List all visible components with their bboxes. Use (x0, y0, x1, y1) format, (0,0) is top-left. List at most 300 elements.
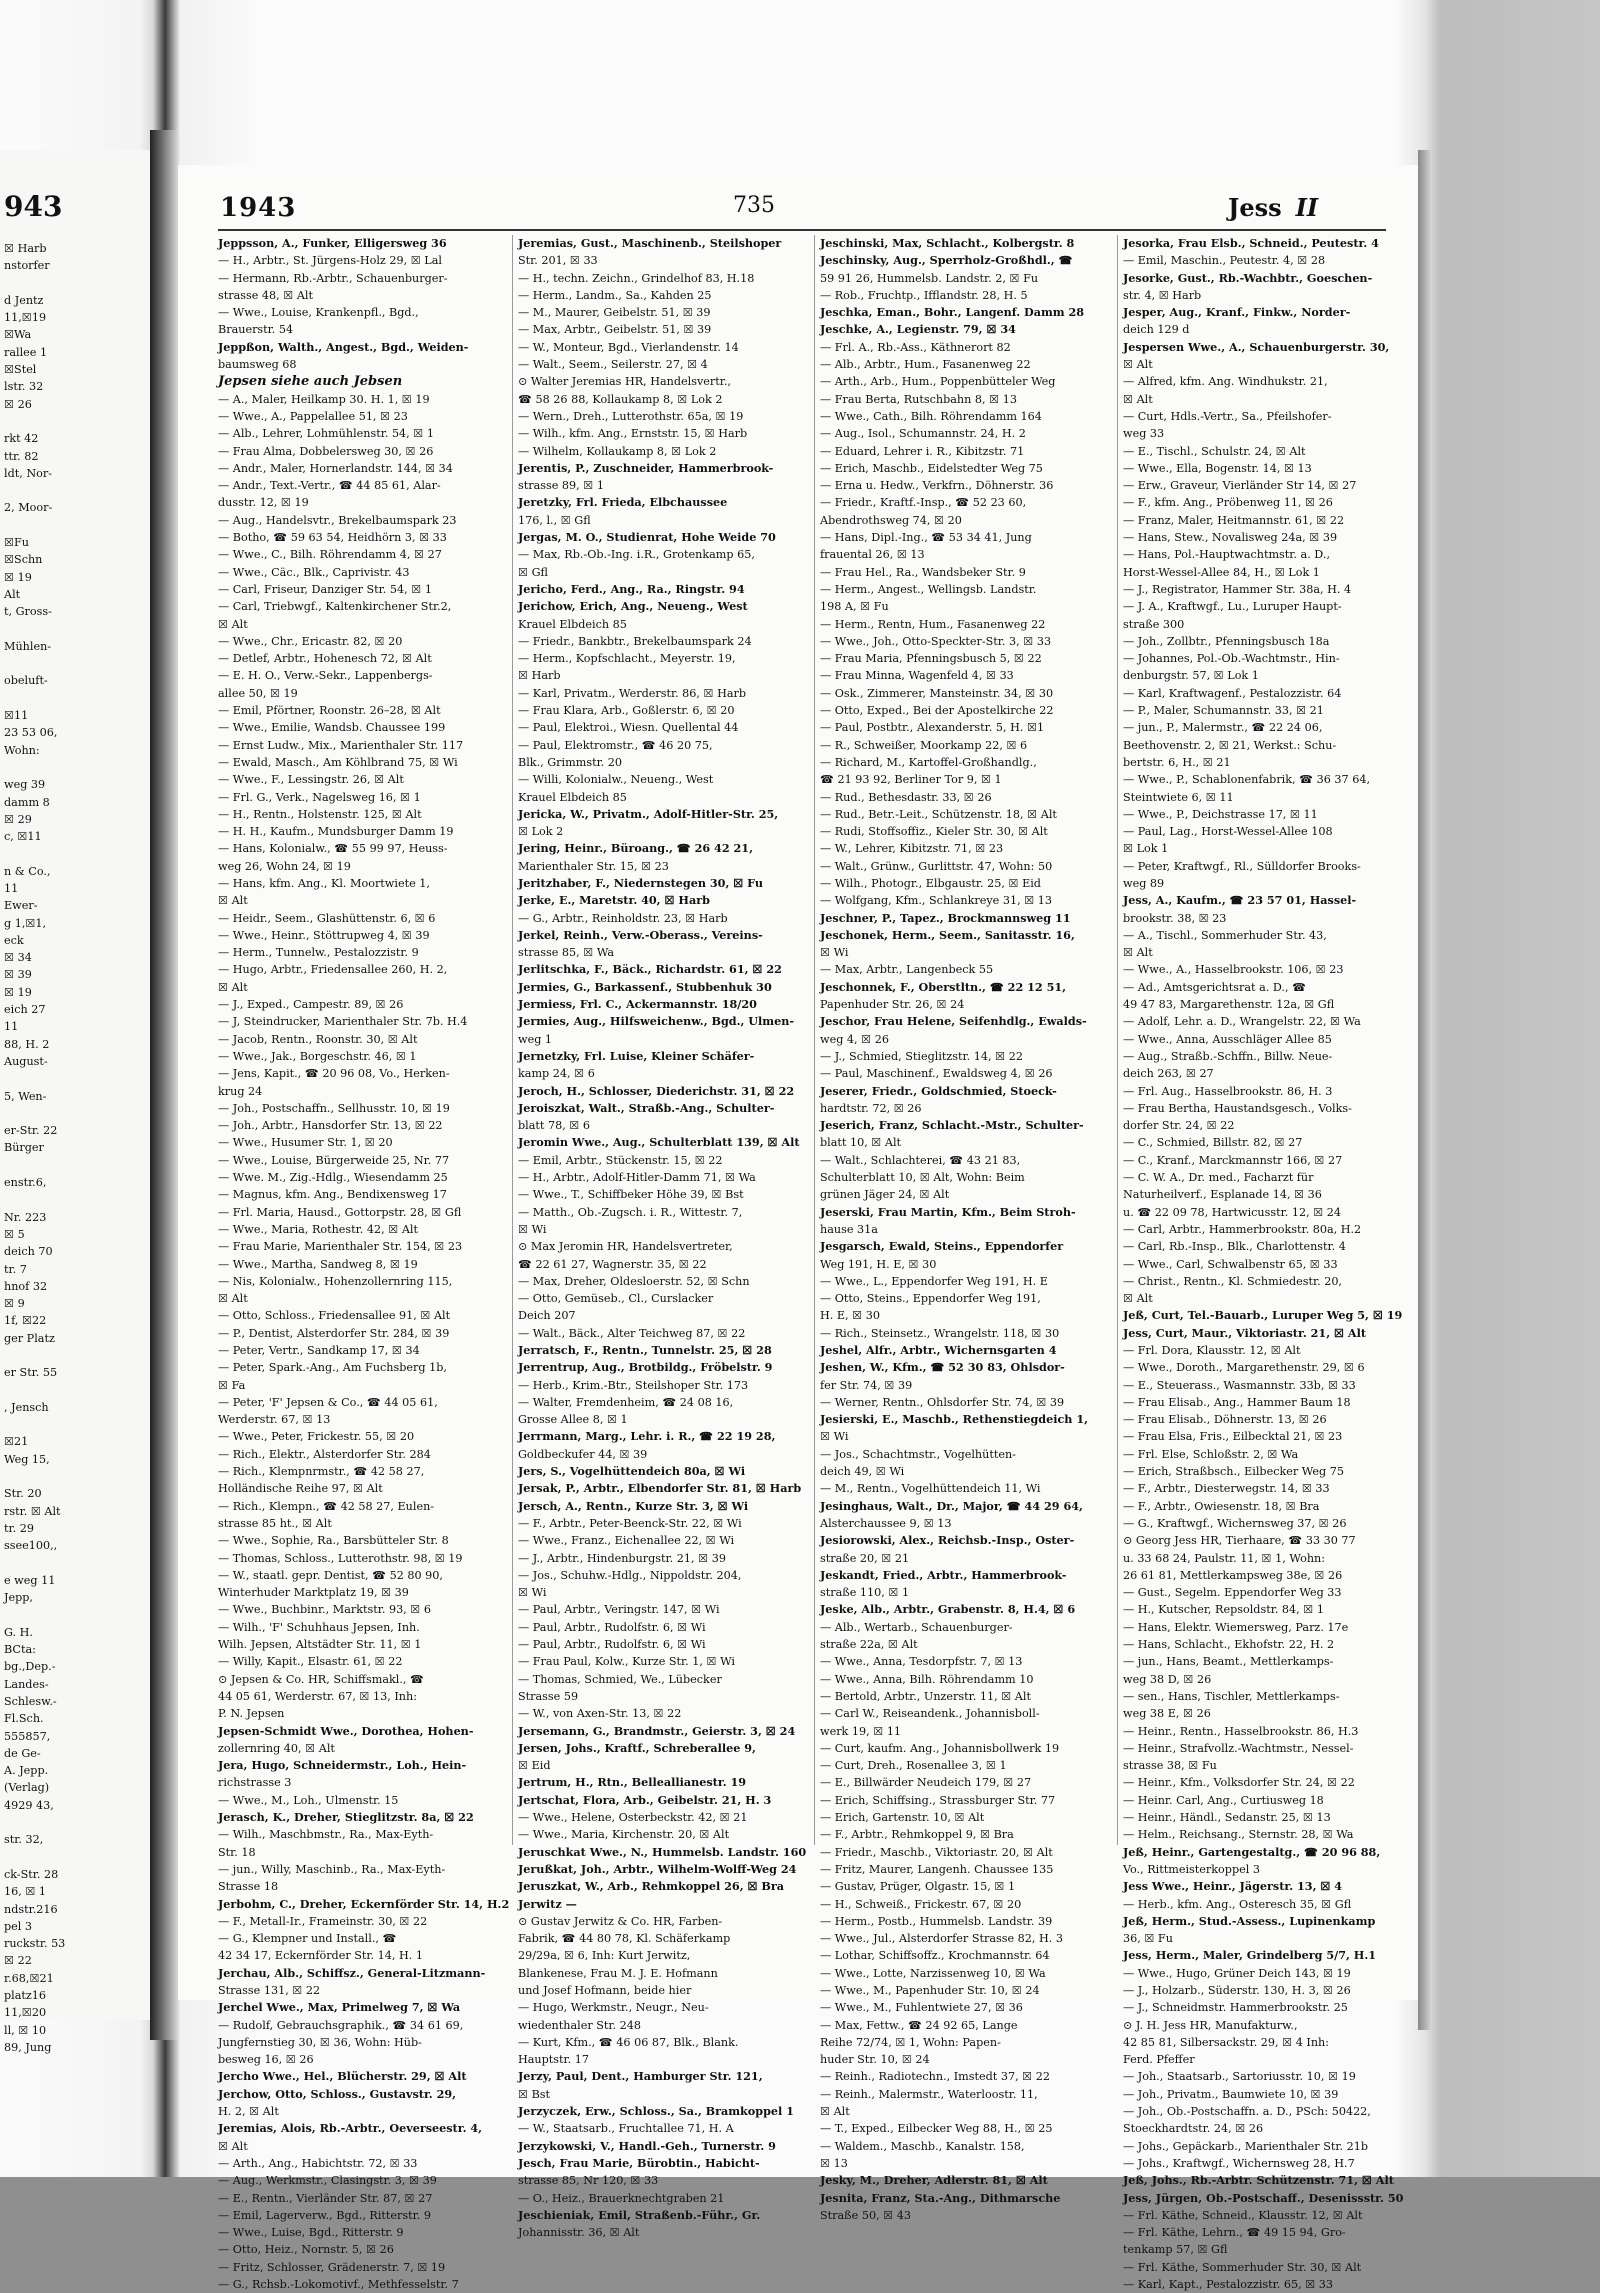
directory-entry: — Thomas, Schmied, We., Lübecker (518, 1672, 722, 1686)
directory-entry: — Magnus, kfm. Ang., Bendixensweg 17 (218, 1188, 447, 1202)
directory-entry: — Paul, Postbtr., Alexanderstr. 5, H. ☒1 (820, 721, 1045, 735)
directory-entry: — Heinr., Rentn., Hasselbrookstr. 86, H.3 (1123, 1724, 1359, 1738)
directory-entry: Jerchow, Otto, Schloss., Gustavstr. 29, (218, 2086, 457, 2101)
directory-entry: strasse 38, ☒ Fu (1123, 1759, 1217, 1773)
directory-entry: — H., Arbtr., Adolf-Hitler-Damm 71, ☒ Wa (518, 1171, 756, 1185)
directory-entry: — jun., Willy, Maschinb., Ra., Max-Eyth- (218, 1862, 446, 1876)
directory-entry: Jesierski, E., Maschb., Rethenstiegdeich 1, (820, 1412, 1088, 1427)
directory-entry: ⊙ Max Jeromin HR, Handelsvertreter, (518, 1240, 733, 1254)
directory-entry: Jernetzky, Frl. Luise, Kleiner Schäfer- (518, 1048, 755, 1063)
directory-entry: ☒ Alt (218, 2139, 248, 2153)
directory-entry: — Gust., Segelm. Eppendorfer Weg 33 (1123, 1586, 1342, 1600)
directory-entry: — Rich., Klempnrmstr., ☎ 42 58 27, (218, 1465, 425, 1479)
left-page-line: ssee100,, (4, 1539, 58, 1553)
directory-entry: ☒ Lok 1 (1123, 842, 1169, 856)
directory-entry: ☒ Alt (218, 894, 248, 908)
directory-entry: — Karl, Kapt., Pestalozzistr. 65, ☒ 33 (1123, 2278, 1334, 2292)
directory-entry: Jeschieniak, Emil, Straßenb.-Führ., Gr. (518, 2207, 761, 2222)
directory-entry: ⊙ Jepsen & Co. HR, Schiffsmakl., ☎ (218, 1672, 424, 1686)
directory-entry: Jess, Curt, Maur., Viktoriastr. 21, ☒ Alt (1123, 1325, 1367, 1340)
directory-entry: — Erich, Straßbsch., Eilbecker Weg 75 (1123, 1465, 1344, 1479)
directory-entry: werk 19, ☒ 11 (820, 1724, 902, 1738)
directory-entry: — C., Schmied, Billstr. 82, ☒ 27 (1123, 1136, 1303, 1150)
directory-entry: H. E, ☒ 30 (820, 1309, 880, 1323)
directory-entry: — M., Maurer, Geibelstr. 51, ☒ 39 (518, 306, 711, 320)
directory-entry: — Heinr., Strafvollz.-Wachtmstr., Nessel- (1123, 1741, 1354, 1755)
directory-entry: Jesinghaus, Walt., Dr., Major, ☎ 44 29 64, (820, 1498, 1083, 1513)
column-divider (512, 235, 513, 1845)
directory-entry: — J., Arbtr., Hindenburgstr. 21, ☒ 39 (518, 1551, 726, 1565)
left-page-line: 88, H. 2 (4, 1037, 50, 1051)
directory-entry: Jeschonnek, F., Oberstltn., ☎ 22 12 51, (820, 979, 1067, 994)
directory-entry: — Curt, kaufm. Ang., Johannisbollwerk 19 (820, 1741, 1060, 1755)
directory-entry: — Hans, Pol.-Hauptwachtmstr. a. D., (1123, 548, 1330, 562)
directory-entry: — Karl, Privatm., Werderstr. 86, ☒ Harb (518, 686, 747, 700)
directory-entry: Jess Wwe., Heinr., Jägerstr. 13, ☒ 4 (1123, 1879, 1343, 1894)
directory-entry: — Lothar, Schiffsoffz., Krochmannstr. 64 (820, 1949, 1050, 1963)
directory-entry: Vo., Rittmeisterkoppel 3 (1123, 1862, 1260, 1876)
left-page-line: deich 70 (4, 1245, 53, 1259)
directory-entry: Schulterblatt 10, ☒ Alt, Wohn: Beim (820, 1171, 1025, 1185)
directory-entry: — Erich, Gartenstr. 10, ☒ Alt (820, 1811, 985, 1825)
directory-entry: — A., Maler, Heilkamp 30. H. 1, ☒ 19 (218, 392, 430, 406)
directory-entry: — Wwe., Louise, Bürgerweide 25, Nr. 77 (218, 1153, 450, 1167)
directory-entry: — Richard, M., Kartoffel-Großhandlg., (820, 755, 1037, 769)
directory-entry: — Helm., Reichsang., Sternstr. 28, ☒ Wa (1123, 1828, 1354, 1842)
directory-entry: Jesch, Frau Marie, Bürobtin., Habicht- (518, 2155, 760, 2170)
directory-entry: — Frl. Else, Schloßstr. 2, ☒ Wa (1123, 1447, 1299, 1461)
directory-entry: — Jens, Kapit., ☎ 20 96 08, Vo., Herken- (218, 1067, 450, 1081)
directory-entry: — Frl. G., Verk., Nagelsweg 16, ☒ 1 (218, 790, 421, 804)
directory-entry: — jun., Hans, Beamt., Mettlerkamps- (1123, 1655, 1334, 1669)
directory-entry: Jerrentrup, Aug., Brotbildg., Fröbelstr. 9 (518, 1360, 773, 1375)
left-page-line: ☒ 26 (4, 397, 32, 411)
directory-entry: ☒ Wi (820, 946, 849, 960)
directory-entry: — Wwe., P., Schablonenfabrik, ☎ 36 37 64, (1123, 773, 1371, 787)
directory-entry: — Wwe., Martha, Sandweg 8, ☒ 19 (218, 1257, 418, 1271)
directory-entry: — Frau Alma, Dobbelersweg 30, ☒ 26 (218, 444, 434, 458)
directory-entry: — Carl, Rb.-Insp., Blk., Charlottenstr. 4 (1123, 1240, 1346, 1254)
left-page-line: ldt, Nor- (4, 466, 53, 480)
directory-entry: Jeß, Heinr., Gartengestaltg., ☎ 20 96 88, (1123, 1844, 1381, 1859)
directory-entry: ☒ Alt (1123, 392, 1153, 406)
directory-entry: — Frau Berta, Rutschbahn 8, ☒ 13 (820, 392, 1017, 406)
directory-page (178, 165, 1418, 2292)
directory-entry: Jesiorowski, Alex., Reichsb.-Insp., Oster- (820, 1533, 1075, 1548)
directory-entry: — Walt., Seem., Seilerstr. 27, ☒ 4 (518, 358, 708, 372)
directory-entry: — W., Staatsarb., Fruchtallee 71, H. A (518, 2122, 734, 2136)
directory-entry: Jerke, E., Maretstr. 40, ☒ Harb (518, 893, 710, 908)
directory-entry: — Walt., Grünw., Gurlittstr. 47, Wohn: 50 (820, 859, 1053, 873)
directory-entry: — Otto, Exped., Bei der Apostelkirche 22 (820, 704, 1054, 718)
directory-entry: Jeschke, A., Legienstr. 79, ☒ 34 (820, 322, 1016, 337)
directory-entry: — Rob., Fruchtp., Ifflandstr. 28, H. 5 (820, 288, 1028, 302)
directory-entry: — Hans, Stew., Novalisweg 24a, ☒ 39 (1123, 531, 1338, 545)
directory-entry: — Alb., Arbtr., Hum., Fasanenweg 22 (820, 358, 1031, 372)
directory-entry: — O., Heiz., Brauerknechtgraben 21 (518, 2191, 725, 2205)
directory-entry: — Joh., Arbtr., Hansdorfer Str. 13, ☒ 22 (218, 1119, 443, 1133)
left-page-line: Alt (4, 587, 21, 601)
directory-entry: 42 85 81, Silbersackstr. 29, ☒ 4 Inh: (1123, 2035, 1330, 2049)
directory-entry: 44 05 61, Werderstr. 67, ☒ 13, Inh: (218, 1689, 417, 1703)
left-page-line (4, 845, 65, 862)
left-page-line: Nr. 223 (4, 1210, 47, 1224)
directory-entry: — Wern., Dreh., Lutterothstr. 65a, ☒ 19 (518, 409, 744, 423)
directory-entry: deich 49, ☒ Wi (820, 1465, 905, 1479)
directory-entry: — Alb., Lehrer, Lohmühlenstr. 54, ☒ 1 (218, 427, 434, 441)
directory-entry: Jergas, M. O., Studienrat, Hohe Weide 70 (518, 530, 776, 545)
directory-entry: — Willi, Kolonialw., Neueng., West (518, 773, 714, 787)
directory-entry: — Peter, Kraftwgf., Rl., Sülldorfer Brooks- (1123, 859, 1361, 873)
directory-entry: — Paul, Maschinenf., Ewaldsweg 4, ☒ 26 (820, 1067, 1053, 1081)
left-page-line: Jepp, (4, 1591, 33, 1605)
directory-entry: ☒ Wi (820, 1430, 849, 1444)
directory-entry: — J., Exped., Campestr. 89, ☒ 26 (218, 998, 404, 1012)
left-page-line: ☒ 19 (4, 985, 32, 999)
left-page-line (4, 1191, 65, 1208)
left-page-line (4, 1347, 65, 1364)
directory-entry: straße 300 (1123, 617, 1185, 631)
directory-entry: — Nis, Kolonialw., Hohenzollernring 115, (218, 1274, 453, 1288)
directory-entry: Ferd. Pfeffer (1123, 2053, 1195, 2067)
left-page-line: 23 53 06, (4, 726, 58, 740)
directory-entry: — Emil, Lagerverw., Bgd., Ritterstr. 9 (218, 2208, 431, 2222)
left-page-line (4, 759, 65, 776)
directory-entry: ☒ Alt (1123, 1292, 1153, 1306)
directory-entry: — G., Arbtr., Reinholdstr. 23, ☒ Harb (518, 911, 728, 925)
left-page-line: c, ☒11 (4, 830, 42, 844)
directory-entry: Jepsen-Schmidt Wwe., Dorothea, Hohen- (218, 1723, 474, 1738)
directory-entry: — Wwe., M., Fuhlentwiete 27, ☒ 36 (820, 2001, 1023, 2015)
directory-entry: Krauel Elbdeich 85 (518, 617, 627, 631)
left-page-line: rkt 42 (4, 432, 39, 446)
directory-entry: — Wilh., Maschbmstr., Ra., Max-Eyth- (218, 1828, 434, 1842)
directory-entry: Jeß, Johs., Rb.-Arbtr. Schützenstr. 71, ☒ Alt (1123, 2173, 1394, 2188)
directory-entry: — E., Rentn., Vierländer Str. 87, ☒ 27 (218, 2191, 433, 2205)
directory-entry: — jun., P., Malermstr., ☎ 22 24 06, (1123, 721, 1323, 735)
directory-entry: — Wwe., Cath., Bilh. Röhrendamm 164 (820, 409, 1042, 423)
directory-entry: — Wwe. M., Zig.-Hdlg., Wiesendamm 25 (218, 1171, 448, 1185)
directory-entry: — Wwe., Chr., Ericastr. 82, ☒ 20 (218, 634, 403, 648)
directory-entry: — J., Holzarb., Süderstr. 130, H. 3, ☒ 26 (1123, 1983, 1351, 1997)
directory-entry: — Waldem., Maschb., Kanalstr. 158, (820, 2139, 1025, 2153)
directory-entry: — Friedr., Maschb., Viktoriastr. 20, ☒ Alt (820, 1845, 1053, 1859)
left-page-line: 5, Wen- (4, 1089, 47, 1103)
left-page-line: BCta: (4, 1643, 36, 1657)
directory-entry: — Herm., Postb., Hummelsb. Landstr. 39 (820, 1914, 1053, 1928)
left-page-line: 11,☒19 (4, 311, 47, 325)
directory-entry: — Johs., Kraftwgf., Wichernsweg 28, H.7 (1123, 2156, 1355, 2170)
directory-entry: Jericka, W., Privatm., Adolf-Hitler-Str. 25, (518, 806, 779, 821)
directory-entry: — Erich, Maschb., Eidelstedter Weg 75 (820, 461, 1043, 475)
directory-entry: tenkamp 57, ☒ Gfl (1123, 2243, 1228, 2257)
left-page-line: Wohn: (4, 743, 40, 757)
directory-entry: — Joh., Ob.-Postschaffn. a. D., PSch: 50422, (1123, 2105, 1371, 2119)
left-page-line: lstr. 32 (4, 380, 44, 394)
directory-entry: — Wwe., Maria, Rothestr. 42, ☒ Alt (218, 1222, 418, 1236)
left-page-line: Schlesw.- (4, 1694, 57, 1708)
directory-entry: — G., Rchsb.-Lokomotivf., Methfesselstr. 7 (218, 2278, 459, 2292)
directory-entry: — Willy, Kapit., Elsastr. 61, ☒ 22 (218, 1655, 403, 1669)
directory-entry: — Curt, Hdls.-Vertr., Sa., Pfeilshofer- (1123, 409, 1332, 423)
directory-entry: denburgstr. 57, ☒ Lok 1 (1123, 669, 1259, 683)
left-page-line: ☒ 9 (4, 1297, 25, 1311)
left-page-fragment (0, 150, 151, 2054)
directory-entry: Jess, Herm., Maler, Grindelberg 5/7, H.1 (1123, 1948, 1377, 1963)
directory-entry: — Joh., Staatsarb., Sartoriusstr. 10, ☒ 19 (1123, 2070, 1356, 2084)
left-page-line: ck-Str. 28 (4, 1867, 59, 1881)
directory-entry: u. ☎ 22 09 78, Hartwicusstr. 12, ☒ 24 (1123, 1205, 1342, 1219)
directory-entry: — E., Billwärder Neudeich 179, ☒ 27 (820, 1776, 1032, 1790)
directory-entry: ☒ Alt (218, 980, 248, 994)
directory-entry: str. 4, ☒ Harb (1123, 288, 1202, 302)
directory-entry: Jeppsson, A., Funker, Elligersweg 36 (218, 236, 447, 250)
directory-entry: — Thomas, Schloss., Lutterothstr. 98, ☒ 19 (218, 1551, 463, 1565)
directory-entry: Blk., Grimmstr. 20 (518, 755, 623, 769)
directory-entry: Jesper, Aug., Kranf., Finkw., Norder- (1123, 305, 1351, 320)
directory-entry: — Bertold, Arbtr., Unzerstr. 11, ☒ Alt (820, 1689, 1031, 1703)
directory-entry: Jersemann, G., Brandmstr., Geierstr. 3, ☒ 24 (518, 1723, 796, 1738)
directory-entry: blatt 10, ☒ Alt (820, 1136, 902, 1150)
directory-entry: — Wwe., Louise, Krankenpfl., Bgd., (218, 306, 419, 320)
directory-entry: Jeremias, Alois, Rb.-Arbtr., Oeverseestr. 4, (218, 2121, 483, 2136)
directory-entry: deich 263, ☒ 27 (1123, 1067, 1214, 1081)
left-page-line: Str. 20 (4, 1487, 42, 1501)
directory-entry: — Curt, Dreh., Rosenallee 3, ☒ 1 (820, 1759, 1007, 1773)
directory-entry: Jepsen siehe auch Jebsen (218, 374, 403, 390)
directory-entry: — C., Kranf., Marckmannstr 166, ☒ 27 (1123, 1153, 1343, 1167)
directory-entry: — Fritz, Schlosser, Grädenerstr. 7, ☒ 19 (218, 2260, 446, 2274)
directory-entry: ☎ 22 61 27, Wagnerstr. 35, ☒ 22 (518, 1257, 707, 1271)
left-page-line: 555857, (4, 1729, 51, 1743)
directory-entry: — Frl. Aug., Hasselbrookstr. 86, H. 3 (1123, 1084, 1333, 1098)
directory-entry: — Wwe., Lotte, Narzissenweg 10, ☒ Wa (820, 1966, 1046, 1980)
left-page-line (4, 1416, 65, 1433)
directory-entry: — Herm., Rentn, Hum., Fasanenweg 22 (820, 617, 1046, 631)
directory-entry: — Wilh., 'F' Schuhhaus Jepsen, Inh. (218, 1620, 420, 1634)
directory-entry: ☎ 21 93 92, Berliner Tor 9, ☒ 1 (820, 773, 1002, 787)
directory-entry: Jermiess, Frl. C., Ackermannstr. 18/20 (518, 997, 757, 1012)
directory-entry: H. 2, ☒ Alt (218, 2105, 279, 2119)
directory-entry: Jerlitschka, F., Bäck., Richardstr. 61, ☒ 22 (518, 962, 782, 977)
directory-entry: — Wwe., M., Loh., Ulmenstr. 15 (218, 1793, 399, 1807)
directory-entry: — E., Tischl., Schulstr. 24, ☒ Alt (1123, 444, 1306, 458)
directory-entry: — Frau Maria, Pfenningsbusch 5, ☒ 22 (820, 652, 1042, 666)
directory-entry: — Rudolf, Gebrauchsgraphik., ☎ 34 61 69, (218, 2018, 464, 2032)
directory-entry: — Heidr., Seem., Glashüttenstr. 6, ☒ 6 (218, 911, 436, 925)
directory-entry: Hauptstr. 17 (518, 2053, 589, 2067)
directory-entry: Jericho, Ferd., Ang., Ra., Ringstr. 94 (518, 581, 745, 596)
left-page-line: enstr.6, (4, 1176, 47, 1190)
directory-entry: Jesorke, Gust., Rb.-Wachbtr., Goeschen- (1123, 270, 1373, 285)
left-page-line: A. Jepp. (4, 1764, 49, 1778)
header-rule (218, 229, 1386, 231)
directory-entry: — Wwe., M., Papenhuder Str. 10, ☒ 24 (820, 1983, 1040, 1997)
directory-entry: — Friedr., Bankbtr., Brekelbaumspark 24 (518, 634, 752, 648)
directory-entry: Jerchel Wwe., Max, Primelweg 7, ☒ Wa (218, 2000, 461, 2015)
directory-entry: — Hans, Schlacht., Ekhofstr. 22, H. 2 (1123, 1638, 1335, 1652)
directory-entry: weg 38 E, ☒ 26 (1123, 1707, 1211, 1721)
directory-entry: — Hermann, Rb.-Arbtr., Schauenburger- (218, 271, 448, 285)
directory-entry: 59 91 26, Hummelsb. Landstr. 2, ☒ Fu (820, 271, 1039, 285)
directory-entry: — Kurt, Kfm., ☎ 46 06 87, Blk., Blank. (518, 2035, 739, 2049)
left-page-line (4, 1849, 65, 1866)
directory-entry: Jeroch, H., Schlosser, Diederichstr. 31, ☒ 22 (518, 1083, 795, 1098)
directory-entry: ☒ Alt (1123, 946, 1153, 960)
directory-entry: — J, Steindrucker, Marienthaler Str. 7b. H.4 (218, 1015, 468, 1029)
directory-entry: — Otto, Heiz., Nornstr. 5, ☒ 26 (218, 2243, 394, 2257)
directory-entry: ☒ 13 (820, 2156, 848, 2170)
directory-entry: — Johs., Gepäckarb., Marienthaler Str. 21b (1123, 2139, 1368, 2153)
left-page-line: g 1,☒1, (4, 916, 47, 930)
left-page-line: (Verlag) (4, 1781, 50, 1795)
left-page-line: ☒ 34 (4, 951, 32, 965)
directory-entry: — Hans, Elektr. Wiemersweg, Parz. 17e (1123, 1620, 1349, 1634)
directory-entry: — Werner, Rentn., Ohlsdorfer Str. 74, ☒ 39 (820, 1395, 1065, 1409)
directory-entry: — Matth., Ob.-Zugsch. i. R., Wittestr. 7, (518, 1205, 743, 1219)
left-page-text (4, 240, 65, 2056)
directory-entry: — Wwe., Maria, Kirchenstr. 20, ☒ Alt (518, 1828, 730, 1842)
directory-entry: P. N. Jepsen (218, 1707, 285, 1721)
directory-entry: Jertrum, H., Rtn., Belleallianestr. 19 (518, 1775, 747, 1790)
directory-entry: 29/29a, ☒ 6, Inh: Kurt Jerwitz, (518, 1949, 691, 1963)
left-page-line: 89, Jung (4, 2040, 52, 2054)
left-page-line: platz16 (4, 1988, 47, 2002)
directory-entry: Jermies, Aug., Hilfsweichenw., Bgd., Ulmen- (518, 1014, 795, 1029)
directory-entry: Jeske, Alb., Arbtr., Grabenstr. 8, H.4, ☒ 6 (820, 1602, 1076, 1617)
directory-entry: — Ewald, Masch., Am Köhlbrand 75, ☒ Wi (218, 755, 458, 769)
page-edge-shadow (1418, 150, 1430, 2030)
directory-entry: Jeshel, Alfr., Arbtr., Wichernsgarten 4 (820, 1343, 1057, 1357)
directory-entry: — Wwe., F., Lessingstr. 26, ☒ Alt (218, 773, 404, 787)
directory-entry: ☎ 58 26 88, Kollaukamp 8, ☒ Lok 2 (518, 392, 723, 406)
directory-entry: — Reinh., Malermstr., Waterloostr. 11, (820, 2087, 1038, 2101)
left-page-line: bg.,Dep.- (4, 1660, 56, 1674)
directory-entry: — Jos., Schuhw.-Hdlg., Nippoldstr. 204, (518, 1568, 742, 1582)
left-page-year: 943 (4, 190, 63, 223)
left-page-line: ☒ Harb (4, 242, 47, 255)
left-page-line: 1f, ☒22 (4, 1314, 47, 1328)
directory-entry: — Carl, Friseur, Danziger Str. 54, ☒ 1 (218, 582, 432, 596)
directory-entry: krug 24 (218, 1084, 263, 1098)
directory-entry: — Frau Hel., Ra., Wandsbeker Str. 9 (820, 565, 1026, 579)
left-page-line: 4929 43, (4, 1798, 54, 1812)
left-page-line (4, 690, 65, 707)
directory-entry: — Wilhelm, Kollaukamp 8, ☒ Lok 2 (518, 444, 717, 458)
directory-entry: Jermies, G., Barkassenf., Stubbenhuk 30 (518, 979, 772, 994)
directory-entry: — Frl. Käthe, Schneid., Klausstr. 12, ☒ Alt (1123, 2208, 1363, 2222)
left-page-line: Fl.Sch. (4, 1712, 44, 1726)
left-page-line: r.68,☒21 (4, 1971, 54, 1985)
directory-entry: 26 61 81, Mettlerkampsweg 38e, ☒ 26 (1123, 1568, 1343, 1582)
directory-entry: Jerbohm, C., Dreher, Eckernförder Str. 14, H.2 (218, 1896, 510, 1911)
directory-entry: — Frau Elisab., Döhnerstr. 13, ☒ 26 (1123, 1413, 1327, 1427)
directory-entry: — F., Arbtr., Diesterwegstr. 14, ☒ 33 (1123, 1482, 1330, 1496)
directory-entry: — P., Dentist, Alsterdorfer Str. 284, ☒ 39 (218, 1326, 450, 1340)
left-page-line: 16, ☒ 1 (4, 1885, 47, 1899)
left-page-line: de Ge- (4, 1746, 41, 1760)
left-page-line: 2, Moor- (4, 501, 53, 515)
directory-entry: — Johannes, Pol.-Ob.-Wachtmstr., Hin- (1123, 652, 1340, 666)
directory-entry: blatt 78, ☒ 6 (518, 1119, 591, 1133)
directory-entry: — J., Registrator, Hammer Str. 38a, H. 4 (1123, 582, 1352, 596)
directory-entry: Jeromin Wwe., Aug., Schulterblatt 139, ☒ Alt (518, 1135, 800, 1150)
left-page-line: t, Gross- (4, 605, 52, 619)
directory-entry: strasse 48, ☒ Alt (218, 288, 314, 302)
directory-entry: — Jos., Schachtmstr., Vogelhütten- (820, 1447, 1016, 1461)
directory-entry: — Wwe., Emilie, Wandsb. Chaussee 199 (218, 721, 446, 735)
directory-entry: — Wwe., Peter, Frickestr. 55, ☒ 20 (218, 1430, 415, 1444)
left-page-line: ger Platz (4, 1331, 55, 1345)
directory-entry: Grosse Allee 8, ☒ 1 (518, 1413, 628, 1427)
directory-entry: ☒ Wi (518, 1586, 547, 1600)
left-page-line: nstorfer (4, 259, 50, 273)
directory-entry: wiedenthaler Str. 248 (518, 2018, 641, 2032)
page-range-label (1228, 193, 1318, 222)
directory-entry: Jerratsch, F., Rentn., Tunnelstr. 25, ☒ 28 (518, 1343, 772, 1357)
directory-entry: Jera, Hugo, Schneidermstr., Loh., Hein- (218, 1758, 467, 1773)
directory-entry: Jeserich, Franz, Schlacht.-Mstr., Schulter- (820, 1118, 1084, 1133)
directory-entry: deich 129 d (1123, 323, 1190, 337)
directory-entry: Jeschner, P., Tapez., Brockmannsweg 11 (820, 910, 1071, 925)
directory-entry: Fabrik, ☎ 44 80 78, Kl. Schäferkamp (518, 1932, 731, 1946)
directory-entry: ☒ Alt (218, 1292, 248, 1306)
directory-entry: — Herb., kfm. Ang., Osteresch 35, ☒ Gfl (1123, 1897, 1352, 1911)
directory-entry: — H., techn. Zeichn., Grindelhof 83, H.18 (518, 271, 755, 285)
range-name: Jess (1228, 193, 1282, 222)
directory-entry: — Wilh., Photogr., Elbgaustr. 25, ☒ Eid (820, 876, 1041, 890)
directory-entry: — Emil, Maschin., Peutestr. 4, ☒ 28 (1123, 254, 1326, 268)
range-roman: II (1295, 193, 1319, 222)
directory-entry: Jercho Wwe., Hel., Blücherstr. 29, ☒ Alt (218, 2069, 467, 2084)
directory-entry: brookstr. 38, ☒ 23 (1123, 911, 1227, 925)
directory-entry: Strasse 131, ☒ 22 (218, 1983, 321, 1997)
directory-entry: — Rudi, Stoffsoffiz., Kieler Str. 30, ☒ Alt (820, 825, 1048, 839)
directory-entry: zollernring 40, ☒ Alt (218, 1741, 335, 1755)
page-year: 1943 (220, 193, 297, 223)
directory-entry: — Wolfgang, Kfm., Schlankreye 31, ☒ 13 (820, 894, 1053, 908)
column-divider (814, 235, 815, 1845)
directory-entry: ⊙ Gustav Jerwitz & Co. HR, Farben- (518, 1914, 723, 1928)
directory-entry: — Karl, Kraftwagenf., Pestalozzistr. 64 (1123, 686, 1342, 700)
column-divider (1117, 235, 1118, 1845)
directory-entry: — Emil, Arbtr., Stückenstr. 15, ☒ 22 (518, 1153, 723, 1167)
directory-entry: — Wwe., Doroth., Margarethenstr. 29, ☒ 6 (1123, 1361, 1365, 1375)
directory-entry: — Rich., Elektr., Alsterdorfer Str. 284 (218, 1447, 431, 1461)
left-page-line: ☒Wa (4, 328, 32, 342)
directory-entry: — Paul, Arbtr., Rudolfstr. 6, ☒ Wi (518, 1638, 706, 1652)
directory-entry: — Aug., Handelsvtr., Brekelbaumspark 23 (218, 513, 457, 527)
directory-entry: — Frau Elisab., Ang., Hammer Baum 18 (1123, 1395, 1351, 1409)
directory-entry: — Hugo, Werkmstr., Neugr., Neu- (518, 2001, 709, 2015)
directory-entry: Johannisstr. 36, ☒ Alt (518, 2226, 640, 2240)
directory-entry: — Wwe., Jak., Borgeschstr. 46, ☒ 1 (218, 1049, 417, 1063)
directory-entry: grünen Jäger 24, ☒ Alt (820, 1188, 950, 1202)
directory-entry: — Herm., Landm., Sa., Kahden 25 (518, 288, 712, 302)
directory-entry: — Wwe., P., Deichstrasse 17, ☒ 11 (1123, 807, 1318, 821)
directory-entry: Jeschinsky, Aug., Sperrholz-Großhdl., ☎ (820, 253, 1073, 268)
directory-entry: — Hans, kfm. Ang., Kl. Moortwiete 1, (218, 876, 430, 890)
left-page-line: e weg 11 (4, 1573, 56, 1587)
directory-entry: Jerwitz — (518, 1896, 577, 1911)
directory-entry: Abendrothsweg 74, ☒ 20 (820, 513, 962, 527)
directory-entry: Jerkel, Reinh., Verw.-Oberass., Vereins- (518, 927, 763, 942)
directory-entry: Jerrmann, Marg., Lehr. i. R., ☎ 22 19 28, (518, 1429, 776, 1444)
directory-entry: Papenhuder Str. 26, ☒ 24 (820, 998, 965, 1012)
left-page-line (4, 621, 65, 638)
directory-entry: Jerichow, Erich, Ang., Neueng., West (518, 599, 748, 614)
directory-entry: — W., Monteur, Bgd., Vierlandenstr. 14 (518, 340, 739, 354)
